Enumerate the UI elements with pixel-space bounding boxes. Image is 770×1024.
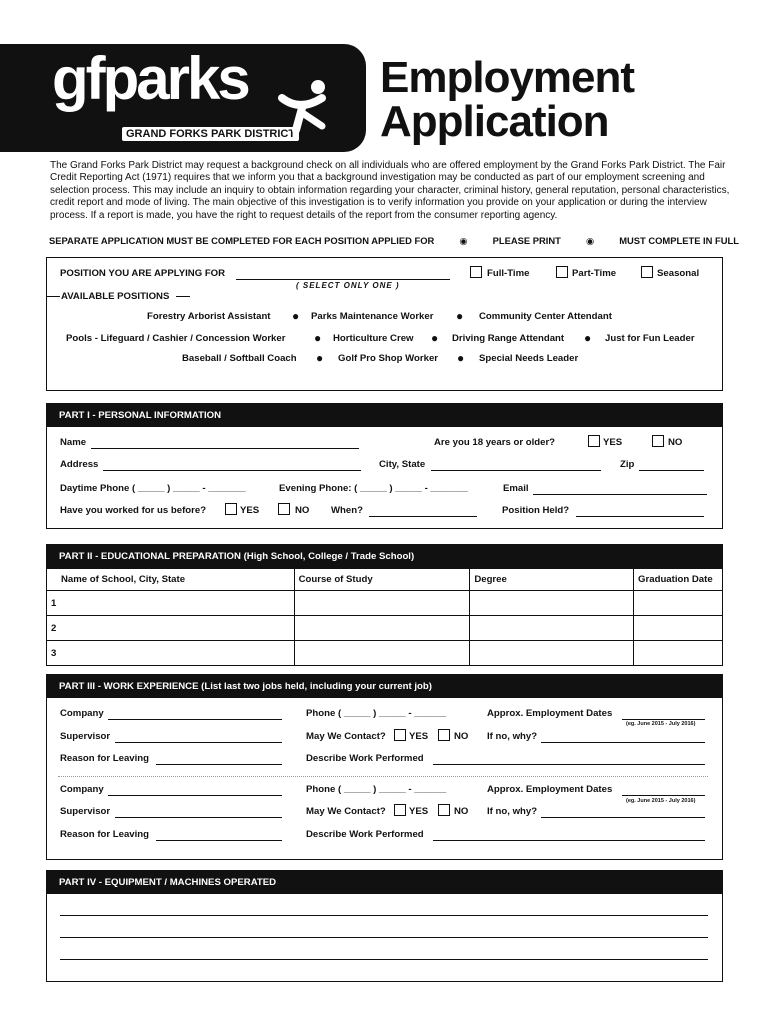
bullet-icon: ●	[314, 331, 322, 345]
education-table	[46, 568, 723, 666]
position-input[interactable]	[236, 268, 450, 280]
bullet-icon: ●	[431, 331, 439, 345]
part-time-checkbox[interactable]	[556, 266, 568, 278]
name-input[interactable]	[91, 437, 359, 449]
dates-example: (eg. June 2015 - July 2016)	[626, 798, 696, 804]
if-no-label: If no, why?	[487, 806, 538, 817]
contact-yes-label: YES	[409, 731, 429, 742]
supervisor-label: Supervisor	[60, 731, 111, 742]
company-label: Company	[60, 784, 104, 795]
may-contact-label: May We Contact?	[306, 731, 386, 742]
part1-title: PART I - PERSONAL INFORMATION	[47, 404, 722, 427]
part2-title: PART II - EDUCATIONAL PREPARATION (High School, College / Trade School)	[47, 545, 722, 568]
equipment-line[interactable]	[60, 894, 708, 916]
graduation-cell[interactable]	[634, 641, 723, 666]
age-no-checkbox[interactable]	[652, 435, 664, 447]
degree-cell[interactable]	[470, 591, 634, 616]
address-label: Address	[60, 459, 99, 470]
dates-example: (eg. June 2015 - July 2016)	[626, 721, 696, 727]
title-line-1: Employment	[380, 53, 635, 102]
school-cell[interactable]: 3	[47, 641, 295, 666]
reason-leaving-label: Reason for Leaving	[60, 829, 150, 840]
divider	[176, 296, 190, 297]
part-time-label: Part-Time	[572, 268, 617, 279]
instruction-complete: MUST COMPLETE IN FULL	[619, 235, 739, 246]
available-positions-label: AVAILABLE POSITIONS	[61, 291, 170, 302]
column-header: Name of School, City, State	[47, 569, 295, 591]
instructions-line	[49, 235, 739, 247]
course-cell[interactable]	[294, 591, 470, 616]
if-no-label: If no, why?	[487, 731, 538, 742]
table-header-row	[47, 569, 723, 591]
contact-yes-checkbox[interactable]	[394, 804, 406, 816]
employment-dates-label: Approx. Employment Dates	[487, 784, 613, 795]
part2-section	[46, 544, 723, 568]
table-row	[47, 616, 723, 641]
company-input[interactable]	[108, 708, 282, 720]
divider	[46, 296, 60, 297]
may-contact-label: May We Contact?	[306, 806, 386, 817]
table-row	[47, 591, 723, 616]
page-title	[380, 53, 635, 146]
age-yes-checkbox[interactable]	[588, 435, 600, 447]
position-option: Just for Fun Leader	[605, 333, 695, 344]
person-figure-icon	[278, 78, 334, 134]
position-option: Horticulture Crew	[333, 333, 414, 344]
seasonal-label: Seasonal	[657, 268, 700, 279]
age-yes-label: YES	[603, 437, 623, 448]
age-question-label: Are you 18 years or older?	[434, 437, 556, 448]
select-note: ( SELECT ONLY ONE )	[296, 281, 400, 290]
position-option: Parks Maintenance Worker	[311, 311, 434, 322]
bullet-icon: ●	[456, 309, 464, 323]
worked-no-checkbox[interactable]	[278, 503, 290, 515]
bullet-icon: ◉	[585, 235, 595, 246]
daytime-phone-field[interactable]: Daytime Phone ( _____ ) _____ - _______	[60, 483, 246, 494]
company-label: Company	[60, 708, 104, 719]
if-no-input[interactable]	[541, 731, 705, 743]
reason-leaving-label: Reason for Leaving	[60, 753, 150, 764]
position-option: Community Center Attendant	[479, 311, 612, 322]
part3-title: PART III - WORK EXPERIENCE (List last two jobs held, including your current job)	[47, 675, 722, 698]
column-header: Course of Study	[294, 569, 470, 591]
equipment-line[interactable]	[60, 916, 708, 938]
column-header: Degree	[470, 569, 634, 591]
age-no-label: NO	[668, 437, 683, 448]
describe-work-input[interactable]	[433, 829, 705, 841]
bullet-icon: ◉	[459, 235, 468, 246]
email-input[interactable]	[533, 483, 707, 495]
address-input[interactable]	[103, 459, 361, 471]
describe-work-label: Describe Work Performed	[306, 829, 424, 840]
describe-work-label: Describe Work Performed	[306, 753, 424, 764]
worked-yes-label: YES	[240, 505, 260, 516]
position-option: Pools - Lifeguard / Cashier / Concession Worker	[66, 333, 286, 344]
full-time-label: Full-Time	[487, 268, 530, 279]
contact-no-checkbox[interactable]	[438, 804, 450, 816]
supervisor-label: Supervisor	[60, 806, 111, 817]
table-row	[47, 641, 723, 666]
phone-field[interactable]: Phone ( _____ ) _____ - ______	[306, 784, 447, 795]
school-cell[interactable]: 1	[47, 591, 295, 616]
city-state-label: City, State	[379, 459, 426, 470]
reason-leaving-input[interactable]	[156, 829, 282, 841]
if-no-input[interactable]	[541, 806, 705, 818]
title-line-2: Application	[380, 97, 609, 146]
graduation-cell[interactable]	[634, 616, 723, 641]
bullet-icon: ●	[457, 351, 465, 365]
school-cell[interactable]: 2	[47, 616, 295, 641]
graduation-cell[interactable]	[634, 591, 723, 616]
employment-dates-label: Approx. Employment Dates	[487, 708, 613, 719]
logo-wordmark: gfparks	[52, 45, 248, 112]
position-label: POSITION YOU ARE APPLYING FOR	[60, 268, 226, 279]
zip-input[interactable]	[639, 459, 704, 471]
contact-no-checkbox[interactable]	[438, 729, 450, 741]
contact-yes-label: YES	[409, 806, 429, 817]
bullet-icon: ●	[584, 331, 592, 345]
supervisor-input[interactable]	[115, 731, 282, 743]
worked-before-label: Have you worked for us before?	[60, 505, 207, 516]
supervisor-input[interactable]	[115, 806, 282, 818]
equipment-line[interactable]	[60, 938, 708, 960]
position-held-label: Position Held?	[502, 505, 570, 516]
contact-yes-checkbox[interactable]	[394, 729, 406, 741]
position-option: Driving Range Attendant	[452, 333, 565, 344]
degree-cell[interactable]	[470, 616, 634, 641]
reason-leaving-input[interactable]	[156, 753, 282, 765]
zip-label: Zip	[620, 459, 635, 470]
intro-paragraph: The Grand Forks Park District may request a background check on all individuals who are offered employment by the Grand Forks Park District. The Fair Credit Reporting Act (1971) requires that we inform you that a background investigation may be conducted as part of our employment screening and selection process. This may include an inquiry to obtain information regarding your character, criminal history, general reputation, personal characteristics, credit report and mode of living. The main objective of this investigation is to verify information you provide on your application or during the interview process. If a report is made, you have the right to request details of the report from the consumer reporting agency.	[50, 160, 730, 221]
city-state-input[interactable]	[431, 459, 601, 471]
employment-dates-input[interactable]	[622, 784, 705, 796]
contact-no-label: NO	[454, 806, 469, 817]
position-held-input[interactable]	[576, 505, 704, 517]
instruction-separate: SEPARATE APPLICATION MUST BE COMPLETED FOR EACH POSITION APPLIED FOR	[49, 235, 435, 246]
worked-no-label: NO	[295, 505, 310, 516]
logo-subtitle: GRAND FORKS PARK DISTRICT	[122, 127, 299, 141]
email-label: Email	[503, 483, 529, 494]
name-label: Name	[60, 437, 87, 448]
position-option: Special Needs Leader	[479, 353, 579, 364]
when-label: When?	[331, 505, 363, 516]
course-cell[interactable]	[294, 641, 470, 666]
course-cell[interactable]	[294, 616, 470, 641]
column-header: Graduation Date	[634, 569, 723, 591]
part4-title: PART IV - EQUIPMENT / MACHINES OPERATED	[47, 871, 722, 894]
when-input[interactable]	[369, 505, 477, 517]
employment-dates-input[interactable]	[622, 708, 705, 720]
describe-work-input[interactable]	[433, 753, 705, 765]
instruction-print: PLEASE PRINT	[492, 235, 561, 246]
position-option: Golf Pro Shop Worker	[338, 353, 439, 364]
company-input[interactable]	[108, 784, 282, 796]
evening-phone-field[interactable]: Evening Phone: ( _____ ) _____ - _______	[279, 483, 468, 494]
phone-field[interactable]: Phone ( _____ ) _____ - ______	[306, 708, 447, 719]
degree-cell[interactable]	[470, 641, 634, 666]
bullet-icon: ●	[316, 351, 324, 365]
full-time-checkbox[interactable]	[470, 266, 482, 278]
bullet-icon: ●	[292, 309, 300, 323]
job-divider	[58, 776, 708, 777]
position-option: Forestry Arborist Assistant	[147, 311, 271, 322]
contact-no-label: NO	[454, 731, 469, 742]
position-option: Baseball / Softball Coach	[182, 353, 297, 364]
worked-yes-checkbox[interactable]	[225, 503, 237, 515]
seasonal-checkbox[interactable]	[641, 266, 653, 278]
